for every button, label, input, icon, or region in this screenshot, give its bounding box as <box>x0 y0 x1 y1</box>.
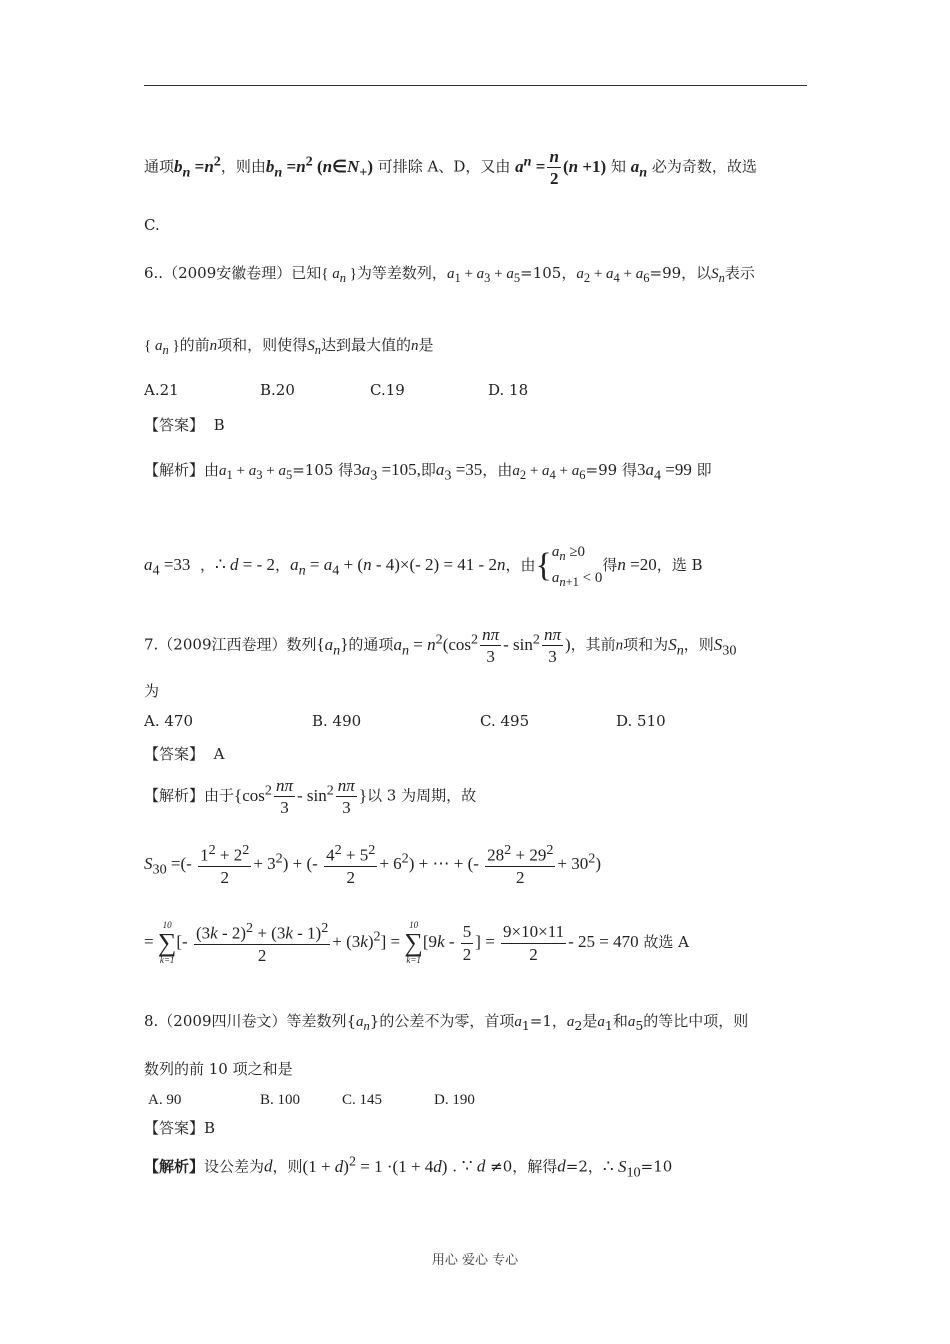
question-6-analysis: 【解析】由$a_1 + a_3 + a_5=105$ 得$3a_3 =105$,即$a_3 =35$，由$a_2 + a_4 + a_6=99$ 得$3a_4 =99$ 即 <box>144 460 712 484</box>
question-8-answer: 【答案】B <box>144 1119 216 1137</box>
question-6-answer: 【答案】 B <box>144 416 225 434</box>
question-8-options: A. 90 B. 100 C. 145 D. 190 <box>148 1092 475 1108</box>
question-8-analysis: 【解析】设公差为d，则$(1 + d)^2 = 1 \cdot(1 + 4d)$ . ∵ d ≠0，解得d=2，∴ $S_{10}=10$ <box>144 1153 673 1181</box>
question-8: 8.（2009四川卷文）等差数列$\{a_n\}$的公差不为零，首项$a_1=1$，$a_2$是$a_1$和$a_5$的等比中项，则 <box>144 1012 749 1033</box>
question-7-sum: $S_{30}$ =(- $\frac{1^2 + 2^2}{2}$ + $3^2$) + (- $\frac{4^2 + 5^2}{2}$ + $6^2$) + ⋯ + (- $\frac{28^2 + 29^2}{2}$ + $30^2$) <box>144 842 602 887</box>
question-6-analysis-cont: $a_4 =33$ ，∴ d = - 2，$a_n = a_4 + (n - 4)\times(-$ 2) = 41 - 2n，由{ $a_n \ge 0$ $a_{n+1} < 0$ 得n =20，选 B <box>144 544 703 589</box>
question-7-options: A. 470 B. 490 C. 495 D. 510 <box>144 712 666 730</box>
question-7-answer: 【答案】 A <box>144 745 225 763</box>
question-6-cont: { $a_n$ }的前n项和，则使得$S_n$达到最大值的n是 <box>144 336 434 357</box>
text: 通项 <box>144 157 175 176</box>
question-7-analysis: 【解析】由于{$\cos^2$ $\frac{n\pi}{3}$ - $\sin^2$ $\frac{n\pi}{3}$ }以 3 为周期，故 <box>144 776 477 818</box>
page-footer: 用心 爱心 专心 <box>431 1253 519 1268</box>
question-7-sum-cont: = 10 ∑ k=1 [- $\frac{(3k - 2)^2 + (3k - 1)^2}{2}$ + $(3k)^2$] = 10 ∑ k=1 [9k - $\frac{5}{2}$ ] = $\frac{9\times 10\times 11}{2}$ - 25 = 470 故选 A <box>144 920 689 966</box>
question-7-cont: 为 <box>144 682 160 700</box>
continuation-line: 通项$b_n =n^2$，则由$b_n =n^2$ $(n\in N_+)$ 可排除 A、D，又由 $a^n$ = $\frac{n}{2}$ (n +1) 知 $a_n$ 必为奇数，故选 <box>144 147 757 189</box>
question-6: 6..（2009安徽卷理）已知{ $a_n$ }为等差数列，$a_1 + a_3 + a_5=105$，$a_2 + a_4 + a_6=99$，以$S_n$表示 <box>144 264 755 285</box>
question-8-cont: 数列的前 10 项之和是 <box>144 1060 293 1078</box>
question-7: 7.（2009江西卷理）数列$\{a_n\}$的通项$a_n = n^2(\cos^2$ $\frac{n\pi}{3}$ - $\sin^2$ $\frac{n\pi}{3}$ )，其前n项和为$S_n$，则$S_{30}$ <box>144 625 737 667</box>
question-6-options: A.21 B.20 C.19 D. 18 <box>144 381 529 399</box>
header-rule <box>144 85 807 86</box>
continuation-answer: C. <box>144 216 160 234</box>
